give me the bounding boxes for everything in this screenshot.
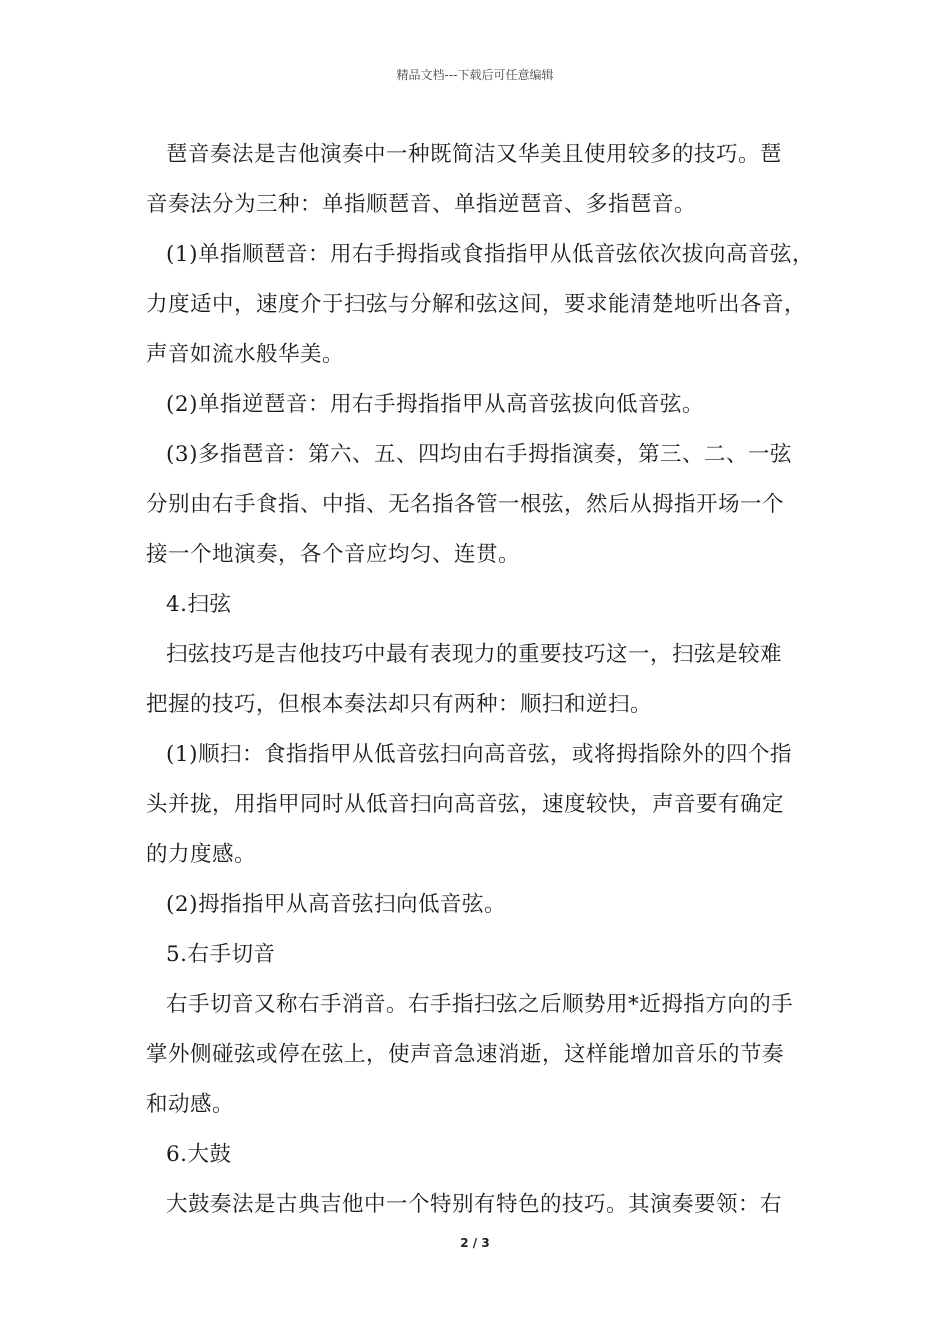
text-line: 把握的技巧，但根本奏法却只有两种：顺扫和逆扫。 [146, 692, 653, 717]
page-header: 精品文档---下载后可任意编辑 [396, 68, 554, 82]
text-line: 4.扫弦 [166, 592, 232, 617]
text-line: 扫弦技巧是吉他技巧中最有表现力的重要技巧这一，扫弦是较难 [166, 642, 783, 667]
text-line: 声音如流水般华美。 [146, 342, 345, 367]
text-line: 右手切音又称右手消音。右手指扫弦之后顺势用*近拇指方向的手 [166, 992, 794, 1017]
text-line: 大鼓奏法是古典吉他中一个特别有特色的技巧。其演奏要领：右 [166, 1192, 783, 1217]
text-line: (1)顺扫：食指指甲从低音弦扫向高音弦，或将拇指除外的四个指 [166, 742, 792, 767]
document-body [146, 130, 814, 1230]
text-line: 分别由右手食指、中指、无名指各管一根弦，然后从拇指开场一个 [146, 492, 785, 517]
text-line: 力度适中，速度介于扫弦与分解和弦这间，要求能清楚地听出各音， [146, 292, 807, 317]
text-line: 接一个地演奏，各个音应均匀、连贯。 [146, 542, 521, 567]
text-line: (2)单指逆琶音：用右手拇指指甲从高音弦拔向低音弦。 [166, 392, 704, 417]
text-line: 掌外侧碰弦或停在弦上，使声音急速消逝，这样能增加音乐的节奏 [146, 1042, 785, 1067]
text-line: (1)单指顺琶音：用右手拇指或食指指甲从低音弦依次拔向高音弦， [166, 242, 814, 267]
page-number: 2 / 3 [460, 1236, 490, 1250]
text-line: (3)多指琶音：第六、五、四均由右手拇指演奏，第三、二、一弦 [166, 442, 792, 467]
text-line: 头并拢，用指甲同时从低音扫向高音弦，速度较快，声音要有确定 [146, 792, 785, 817]
text-line: 5.右手切音 [166, 942, 276, 967]
text-line: 的力度感。 [146, 842, 257, 867]
text-line: 和动感。 [146, 1092, 235, 1117]
text-line: 琶音奏法是吉他演奏中一种既简洁又华美且使用较多的技巧。琶 [166, 142, 783, 167]
text-line: 音奏法分为三种：单指顺琶音、单指逆琶音、多指琶音。 [146, 192, 697, 217]
text-line: (2)拇指指甲从高音弦扫向低音弦。 [166, 892, 506, 917]
text-line: 6.大鼓 [166, 1142, 232, 1167]
